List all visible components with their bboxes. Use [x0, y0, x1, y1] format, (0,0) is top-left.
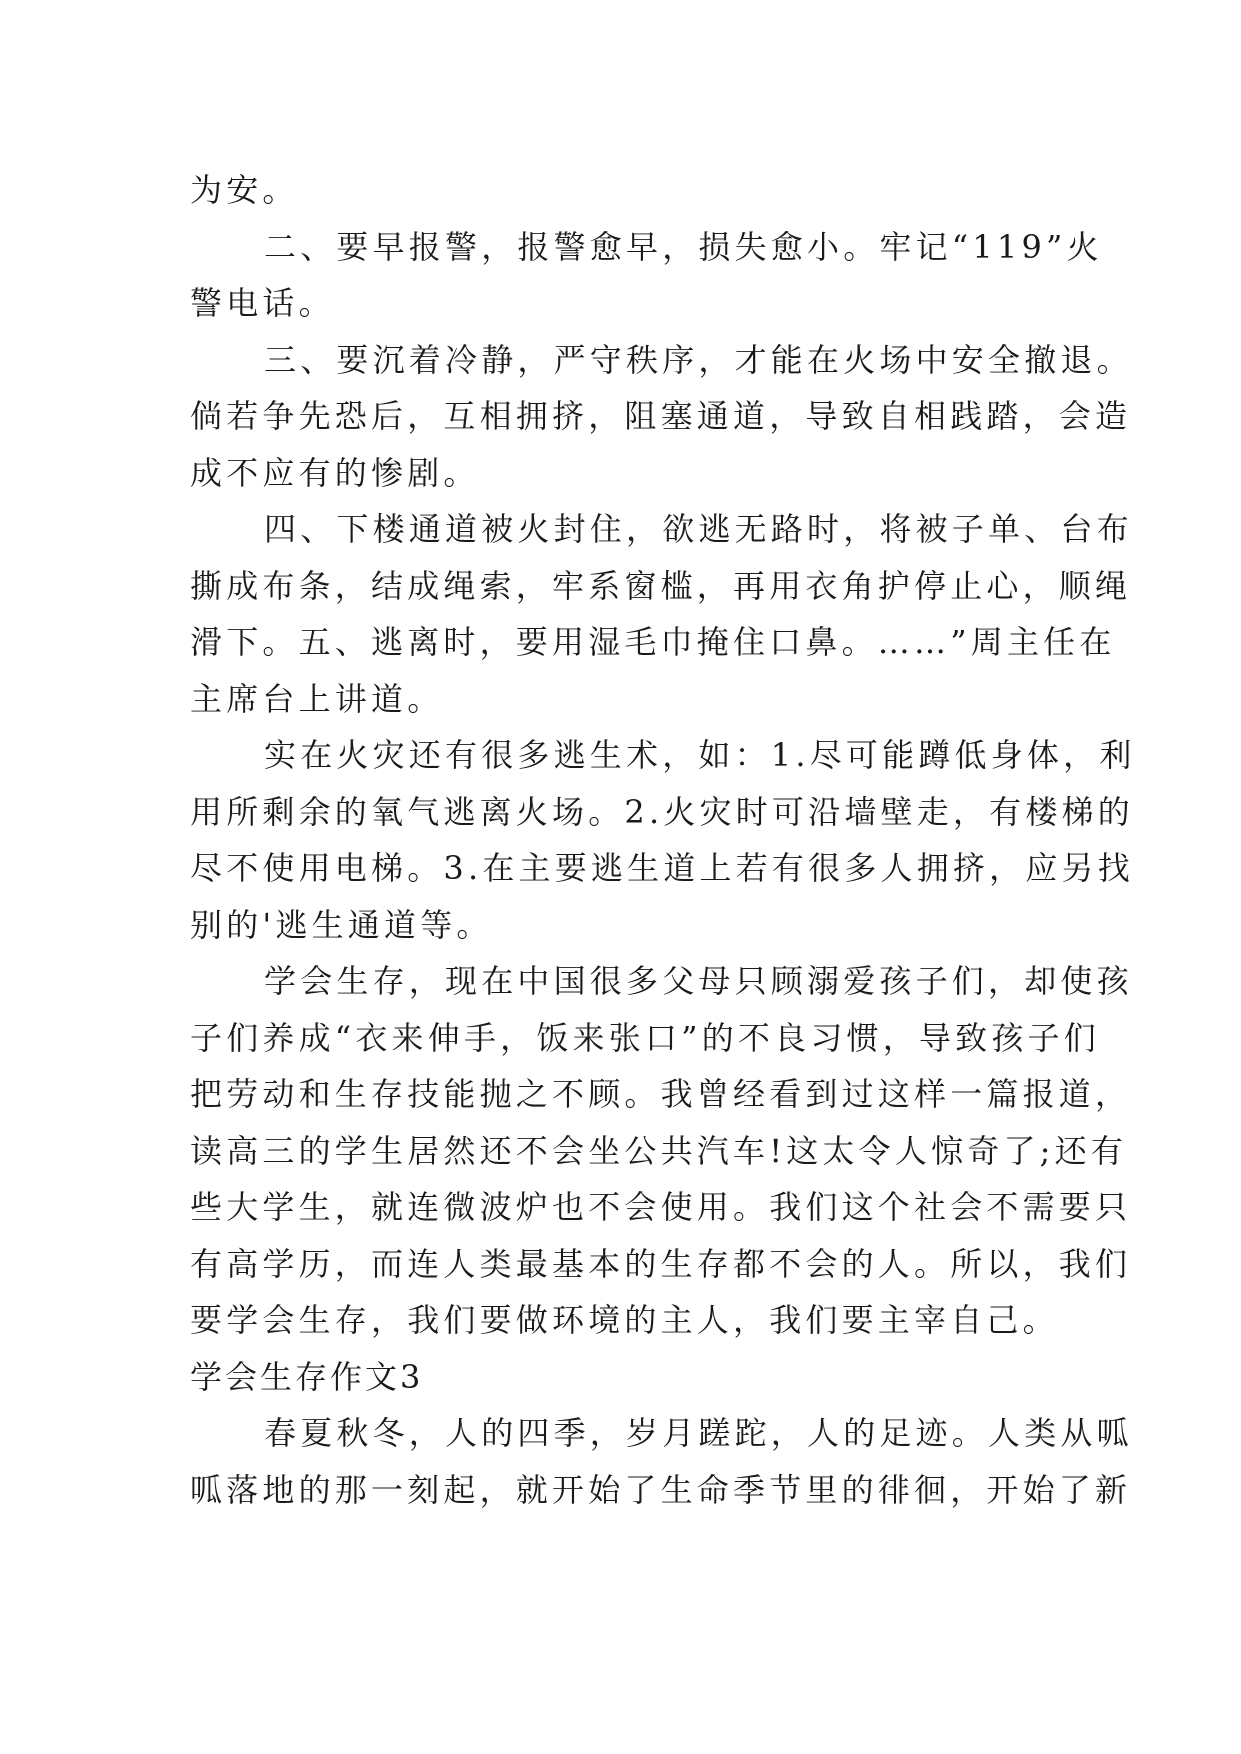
- text-line: 春夏秋冬，人的四季，岁月蹉跎，人的足迹。人类从呱: [264, 1414, 1133, 1452]
- text-line: 三、要沉着冷静，严守秩序，才能在火场中安全撤退。: [264, 340, 1133, 379]
- text-line: 撕成布条，结成绳索，牢系窗槛，再用衣角护停止心，顺绳: [190, 566, 1132, 605]
- text-line: 主席台上讲道。: [190, 679, 444, 718]
- text-line: 学会生存，现在中国很多父母只顾溺爱孩子们，却使孩: [264, 962, 1133, 1000]
- text-line: 成不应有的惨剧。: [190, 453, 480, 492]
- text-line: 四、下楼通道被火封住，欲逃无路时，将被子单、台布: [264, 510, 1133, 548]
- text-line: 二、要早报警，报警愈早，损失愈小。牢记“119”火: [264, 227, 1103, 266]
- text-line: 要学会生存，我们要做环境的主人，我们要主宰自己。: [190, 1301, 1059, 1339]
- text-line: 为安。: [190, 171, 299, 209]
- text-line: 倘若争先恐后，互相拥挤，阻塞通道，导致自相践踏，会造: [190, 397, 1132, 435]
- text-line: 有高学历，而连人类最基本的生存都不会的人。所以，我们: [190, 1244, 1132, 1283]
- text-line: 别的'逃生通道等。: [190, 905, 493, 944]
- text-line: 滑下。五、逃离时，要用湿毛巾掩住口鼻。……”周主任在: [190, 623, 1116, 661]
- section-heading: 学会生存作文3: [190, 1357, 424, 1396]
- text-line: 些大学生，就连微波炉也不会使用。我们这个社会不需要只: [190, 1188, 1132, 1226]
- document-body: [190, 162, 1136, 1518]
- text-line: 尽不使用电梯。3.在主要逃生道上若有很多人拥挤，应另找: [190, 849, 1134, 887]
- text-line: 把劳动和生存技能抛之不顾。我曾经看到过这样一篇报道，: [190, 1075, 1132, 1113]
- text-line: 实在火灾还有很多逃生术，如：1.尽可能蹲低身体，利: [264, 736, 1136, 774]
- text-line: 读高三的学生居然还不会坐公共汽车!这太令人惊奇了;还有: [190, 1131, 1128, 1170]
- text-line: 用所剩余的氧气逃离火场。2.火灾时可沿墙壁走，有楼梯的: [190, 792, 1134, 831]
- text-line: 警电话。: [190, 284, 335, 322]
- text-line: 呱落地的那一刻起，就开始了生命季节里的徘徊，开始了新: [190, 1470, 1132, 1509]
- text-line: 子们养成“衣来伸手，饭来张口”的不良习惯，导致孩子们: [190, 1018, 1100, 1057]
